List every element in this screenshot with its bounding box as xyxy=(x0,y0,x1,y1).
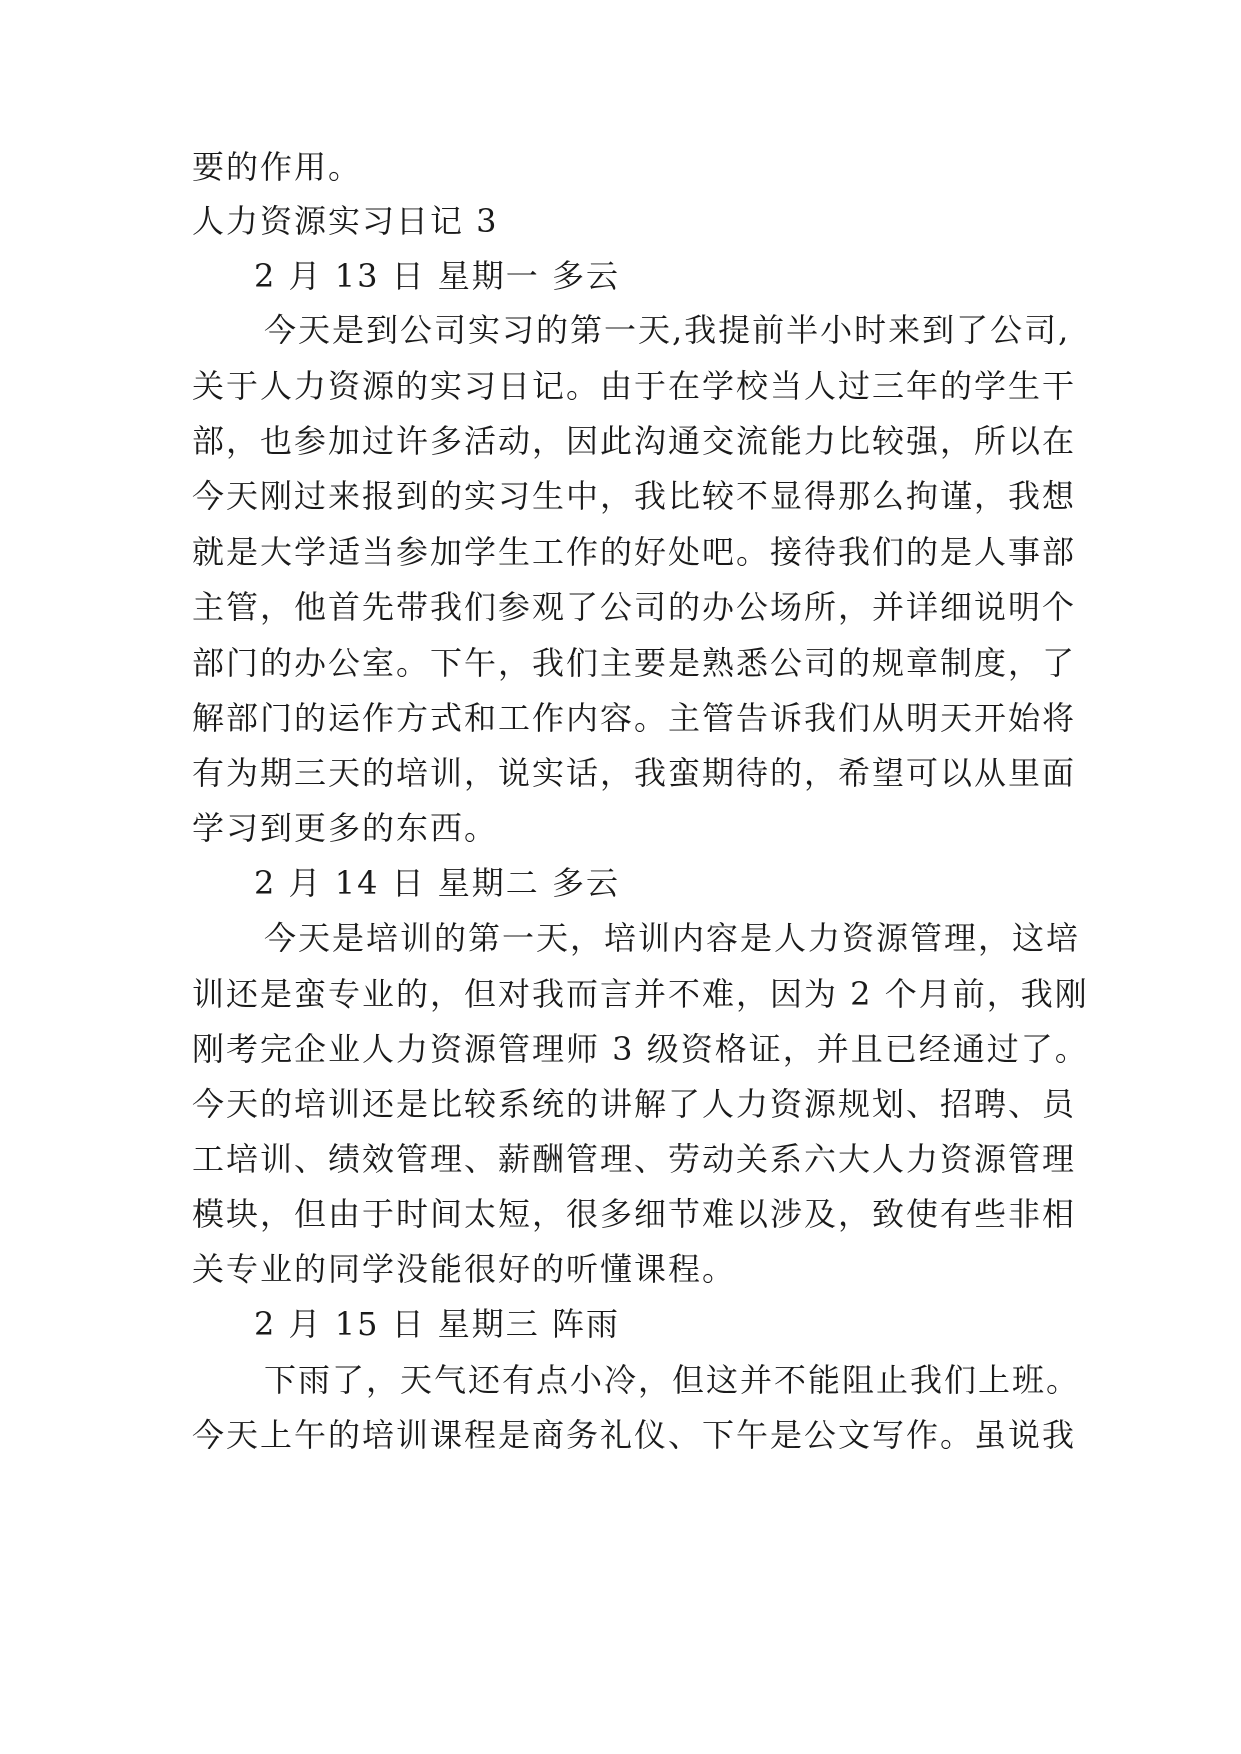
paragraph-line: 今天的培训还是比较系统的讲解了人力资源规划、招聘、员 xyxy=(192,1085,1077,1123)
paragraph-line: 今天刚过来报到的实习生中，我比较不显得那么拘谨，我想 xyxy=(192,477,1077,515)
paragraph-line: 关于人力资源的实习日记。由于在学校当人过三年的学生干 xyxy=(192,367,1077,405)
paragraph-line: 模块，但由于时间太短，很多细节难以涉及，致使有些非相 xyxy=(192,1195,1077,1233)
paragraph-line: 训还是蛮专业的，但对我而言并不难，因为 2 个月前，我刚 xyxy=(192,975,1089,1013)
entry-date: 2 月 14 日 星期二 多云 xyxy=(254,864,620,902)
paragraph-line: 有为期三天的培训，说实话，我蛮期待的，希望可以从里面 xyxy=(192,754,1077,792)
paragraph-line: 今天是到公司实习的第一天,我提前半小时来到了公司, xyxy=(264,311,1071,349)
paragraph-line: 解部门的运作方式和工作内容。主管告诉我们从明天开始将 xyxy=(192,699,1077,737)
paragraph-line: 主管，他首先带我们参观了公司的办公场所，并详细说明个 xyxy=(192,588,1077,626)
paragraph-line: 部，也参加过许多活动，因此沟通交流能力比较强，所以在 xyxy=(192,422,1077,460)
entry-date: 2 月 15 日 星期三 阵雨 xyxy=(254,1305,620,1343)
paragraph-line: 要的作用。 xyxy=(192,148,363,186)
paragraph-line: 下雨了，天气还有点小冷，但这并不能阻止我们上班。 xyxy=(264,1361,1081,1399)
paragraph-line: 部门的办公室。下午，我们主要是熟悉公司的规章制度，了 xyxy=(192,644,1077,682)
paragraph-line: 工培训、绩效管理、薪酬管理、劳动关系六大人力资源管理 xyxy=(192,1140,1077,1178)
entry-date: 2 月 13 日 星期一 多云 xyxy=(254,257,620,295)
paragraph-line: 就是大学适当参加学生工作的好处吧。接待我们的是人事部 xyxy=(192,533,1077,571)
paragraph-line: 学习到更多的东西。 xyxy=(192,809,499,847)
paragraph-line: 关专业的同学没能很好的听懂课程。 xyxy=(192,1250,737,1288)
section-title: 人力资源实习日记 3 xyxy=(192,202,499,240)
paragraph-line: 今天是培训的第一天，培训内容是人力资源管理，这培 xyxy=(264,919,1081,957)
paragraph-line: 今天上午的培训课程是商务礼仪、下午是公文写作。虽说我 xyxy=(192,1416,1077,1454)
paragraph-line: 刚考完企业人力资源管理师 3 级资格证，并且已经通过了。 xyxy=(192,1030,1089,1068)
